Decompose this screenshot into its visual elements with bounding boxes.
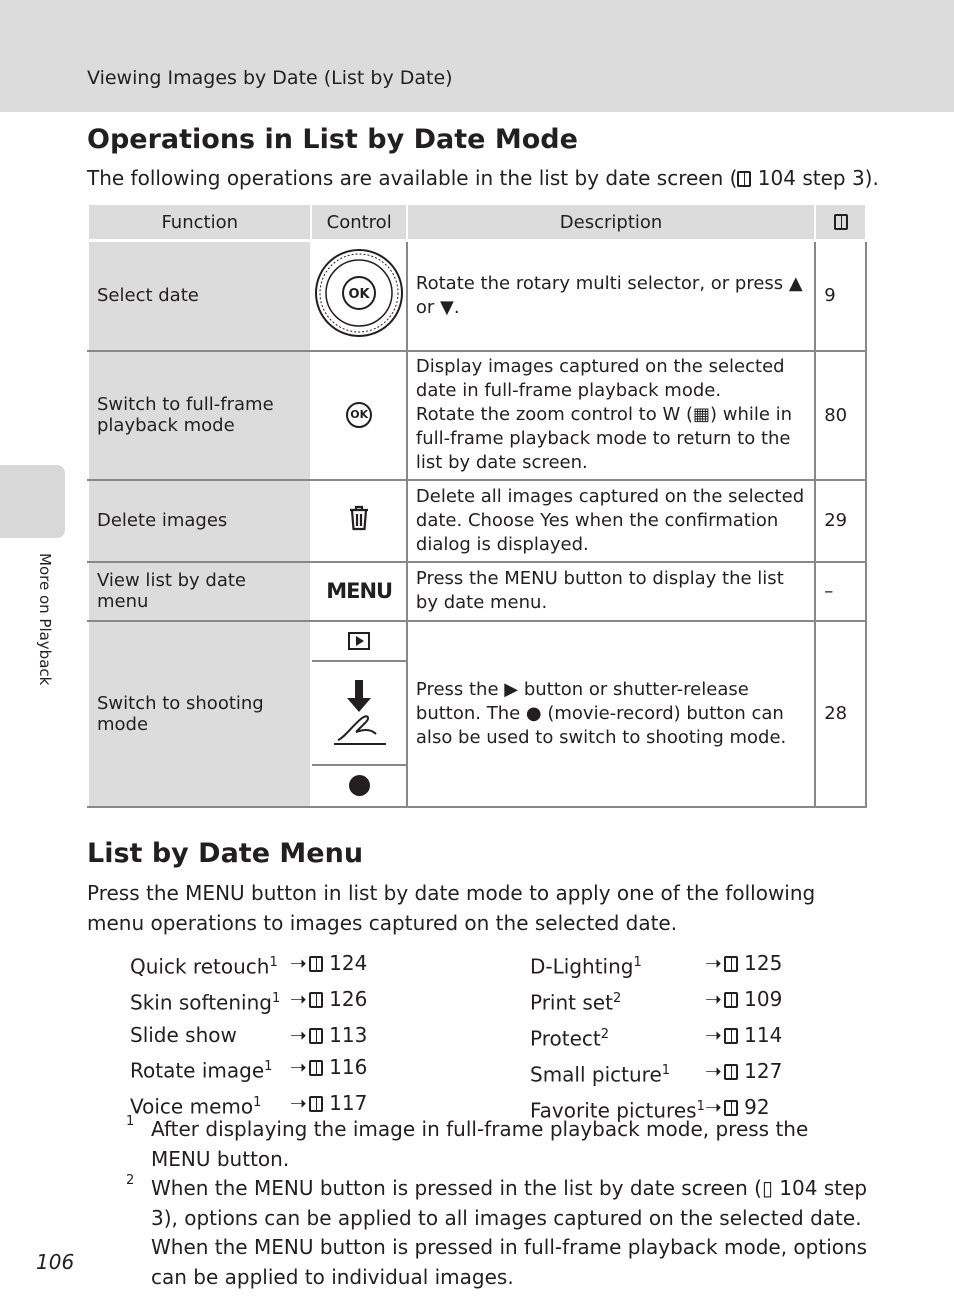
menu-item-ref: ➝ 117 <box>290 1091 368 1116</box>
function-cell: Switch to shooting mode <box>88 621 311 807</box>
movie-record-icon <box>349 775 370 796</box>
function-cell: Select date <box>88 241 311 351</box>
book-icon <box>724 956 738 972</box>
control-cell <box>311 351 406 480</box>
operations-table <box>87 203 867 808</box>
book-icon <box>737 171 751 187</box>
menu-item-ref: ➝ 92 <box>705 1094 770 1119</box>
menu-intro-text: Press the MENU button in list by date mode to apply one of the following menu operations to images captured on the selected date. <box>87 881 816 935</box>
menu-list-item <box>530 1055 782 1091</box>
menu-item-name: Small picture$^1$ <box>530 1062 671 1087</box>
function-cell: Delete images <box>88 480 311 562</box>
menu-item-name: Skin softening$^1$ <box>130 990 281 1015</box>
menu-item-name: Protect$^2$ <box>530 1026 609 1051</box>
menu-item-ref: ➝ 124 <box>290 951 368 975</box>
menu-item-ref: ➝ 126 <box>290 986 368 1011</box>
menu-item-name: D-Lighting$^1$ <box>530 954 642 979</box>
side-label: More on Playback <box>36 553 54 686</box>
header-function: Function <box>88 204 311 241</box>
playback-button-icon <box>348 632 370 650</box>
description-cell: Display images captured on the selected date in full-frame playback mode. Rotate the zoom control to W (▦) while in full-frame playback mode to return to the list by date screen. <box>407 351 815 480</box>
page-ref: 9 <box>815 241 866 351</box>
section-title-menu: List by Date Menu <box>87 838 364 869</box>
page-header <box>0 0 954 112</box>
menu-item-ref: ➝ 114 <box>705 1022 783 1047</box>
page-number: 106 <box>36 1250 75 1274</box>
book-icon <box>724 1028 738 1044</box>
shutter-press-icon <box>330 678 388 748</box>
section-title-operations: Operations in List by Date Mode <box>87 124 578 155</box>
menu-list-item <box>130 947 367 983</box>
header-title: Viewing Images by Date (List by Date) <box>87 67 453 89</box>
menu-list-item <box>530 983 782 1019</box>
menu-item-name: Voice memo$^1$ <box>130 1094 262 1119</box>
menu-list-item <box>530 1019 782 1055</box>
menu-item-name: Quick retouch$^1$ <box>130 954 278 979</box>
menu-item-ref: ➝ 116 <box>290 1055 368 1080</box>
menu-item-name: Favorite pictures$^1$ <box>530 1098 705 1123</box>
ok-button-icon: OK <box>346 402 372 428</box>
book-icon <box>309 1096 323 1112</box>
description-cell: Press the ▶ button or shutter-release button. The ● (movie-record) button can also be used to switch to shooting mode. <box>407 621 815 807</box>
header-description: Description <box>407 204 815 241</box>
svg-text:OK: OK <box>348 287 370 303</box>
description-cell: Press the MENU button to display the list by date menu. <box>407 562 815 621</box>
function-cell: Switch to full-frame playback mode <box>88 351 311 480</box>
book-icon <box>724 1064 738 1080</box>
page-ref: 80 <box>815 351 866 480</box>
menu-button-icon: MENU <box>326 579 393 603</box>
trash-icon <box>347 505 371 531</box>
menu-list-item <box>130 983 367 1019</box>
book-icon <box>834 214 848 230</box>
side-tab <box>0 465 65 538</box>
book-icon <box>724 1100 738 1116</box>
book-icon <box>309 1060 323 1076</box>
menu-list-item <box>530 947 782 983</box>
menu-item-name: Print set$^2$ <box>530 990 622 1015</box>
description-cell: Rotate the rotary multi selector, or press ▲ or ▼. <box>407 241 815 351</box>
rotary-multi-selector-icon <box>314 248 404 338</box>
footnote: 1 After displaying the image in full-frame playback mode, press the MENU button. <box>126 1114 809 1171</box>
menu-list-right <box>530 947 782 1127</box>
control-cell <box>311 241 406 351</box>
book-icon <box>724 992 738 1008</box>
page-ref: – <box>815 562 866 621</box>
menu-item-ref: ➝ 109 <box>705 986 783 1011</box>
menu-list-item <box>130 1019 367 1051</box>
footnotes <box>126 1114 870 1292</box>
header-page <box>815 204 866 241</box>
page-ref: 28 <box>815 621 866 807</box>
footnote: 2 When the MENU button is pressed in the list by date screen (▯ 104 step 3), options can be applied to all images captured on the selected date. When the MENU button is pressed in full-frame playback mode, options can be applied to individual images. <box>126 1173 868 1289</box>
control-cell <box>311 480 406 562</box>
menu-item-name: Slide show <box>130 1022 237 1047</box>
book-icon <box>309 956 323 972</box>
menu-item-ref: ➝ 125 <box>705 951 783 975</box>
menu-list-left <box>130 947 367 1123</box>
book-icon <box>309 992 323 1008</box>
intro-text: The following operations are available in the list by date screen ( 104 step 3). <box>87 166 879 190</box>
menu-list-item <box>130 1051 367 1087</box>
header-control: Control <box>311 204 406 241</box>
control-cell <box>311 562 406 621</box>
control-cell <box>311 621 406 807</box>
book-icon <box>309 1028 323 1044</box>
function-cell: View list by date menu <box>88 562 311 621</box>
menu-item-ref: ➝ 113 <box>290 1022 368 1047</box>
page-ref: 29 <box>815 480 866 562</box>
description-cell: Delete all images captured on the selected date. Choose Yes when the confirmation dialog is displayed. <box>407 480 815 562</box>
menu-item-name: Rotate image$^1$ <box>130 1058 273 1083</box>
menu-item-ref: ➝ 127 <box>705 1058 783 1083</box>
